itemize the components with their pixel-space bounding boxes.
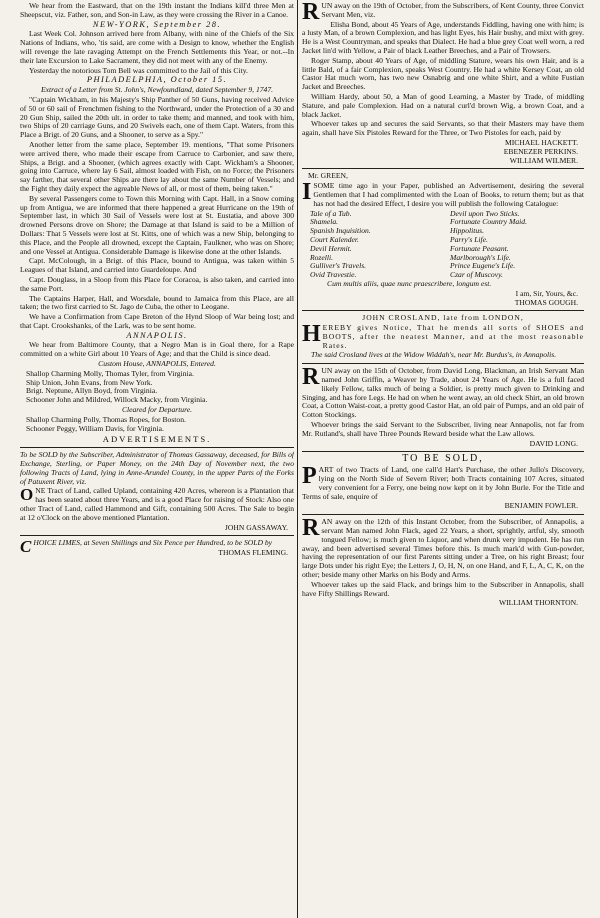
drop-cap: O: [20, 485, 34, 505]
news-paragraph: We hear from the Eastward, that on the 19th instant the Indians kill'd three Men at Sheepscut, viz. Father, son, and Son-in Law, as they were crossing the River in a Canoe.: [20, 2, 294, 19]
dateline-annapolis: ANNAPOLIS.: [126, 330, 188, 340]
ad-gassaway-intro: To be SOLD by the Subscriber, Administrator of Thomas Gassaway, deceased, for Bills of Exchange, Sterling, or Paper Money, on the 24th Day of November next, the two following Tracts of Land, lying in Anne-Arundel County, in the upper Parts of the Forks of Patuxent River, viz.: [20, 450, 294, 486]
letter-salutation: Mr. GREEN,: [308, 171, 348, 181]
ad-crosland: [302, 321, 584, 350]
catalog-item: Fortunate Peasant.: [450, 243, 509, 253]
signature: JOHN GASSAWAY.: [224, 522, 288, 532]
signature: WILLIAM WILMER.: [509, 155, 578, 165]
catalog-item: Devil upon Two Sticks.: [450, 208, 520, 218]
ad-paragraph: Whoever brings the said Servant to the Subscriber, living near Annapolis, not far from Mr. Rutland's, shall have Three Pounds Reward beside what the Law allows.: [302, 420, 584, 438]
news-paragraph: Another letter from the same place, September 19. mentions, "That some Prisoners were arrived there, who made their escape from Carruce to Carbonier, and saw there, Ships, a Brigt. and a Shooner, (which agrees exactly with Capt. Wickham's a Shooner, going into Carruce, where lay 6 Sail, almost loaded with Fish, on no Force; the Prisoners say farther, that several other Ships are there lay about the same Number of Vessels; and the Fight they daily expect the agreable News of all, or most of them, being taken.": [20, 139, 294, 193]
news-paragraph: Capt. McColough, in a Brigt. of this Place, bound to Antigua, was taken within 5 Leagues of that Island, and carried into Guardeloupe. And: [20, 256, 294, 275]
extract-heading: Extract of a Letter from St. John's, Newfoundland, dated September 9, 1747.: [40, 85, 274, 95]
signature: BENJAMIN FOWLER.: [504, 501, 578, 511]
dateline-philadelphia: PHILADELPHIA, October 15.: [86, 75, 228, 85]
news-paragraph: "Captain Wickham, in his Majesty's Ship Panther of 50 Guns, having received Advice of 50 or 60 sail of Frenchmen fishing to the Northward, under the Protection of a 30 and 20 Gun Ship, sailed the 20th ult. in order to take them; and manned, and took with him, two Ships of 20 carriage Guns, and 20 Swivels each, one of them Capt. Waters, from this Place a Brigt. of 20 Guns, and a Shooner, to serve as a Spy.": [20, 94, 294, 140]
signature: THOMAS GOUGH.: [514, 297, 578, 307]
advertisements-heading: ADVERTISEMENTS.: [102, 434, 212, 445]
signature: WILLIAM THORNTON.: [498, 598, 578, 608]
letter-body: [302, 179, 584, 208]
ad-body: UN away on the 19th of October, from the Subscribers, of Kent County, three Convict Servant Men, viz.: [321, 2, 584, 19]
news-paragraph: Last Week Col. Johnson arrived here from Albany, with nine of the Chiefs of the Six Nations of Indians, who, 'tis said, are come with a Design to know, whether the English will revenge the late ravaging Attempt on the French Settlements this Year, or not.--In their late Excursion to Lake Sacrament, they did not meet with any of the Enemy.: [20, 29, 294, 65]
news-paragraph: The Captains Harper, Hall, and Worsdale, bound to Jamaica from this Place, are all taken; the two first carried to St. Jago de Cuba, the other to Leogane.: [20, 293, 294, 312]
news-paragraph: By several Passengers come to Town this Morning with Capt. Hall, in a Snow coming up from Antigua, we are informed that there happened a great Hurricane on the 19th of September last, in which 30 Sail of Vessels were lost at St. Eustatia, and above 300 drowned Persons drove on Shore; the Damage at that Island is said to be a Million of Dollars: That 5 Vessels were lost at St. Kitts, one of which was a new Ship, belonging to this Place, and the People all drowned, except the Captain, Faulkner, who was on Shore; and one Vessel at Antigua. Considerable Damage is likewise done at the other Islands.: [20, 193, 294, 256]
news-paragraph: Yesterday the notorious Tom Bell was committed to the Jail of this City.: [29, 65, 248, 75]
left-column: [20, 2, 294, 916]
cleared-heading: Cleared for Departure.: [121, 405, 193, 415]
ad-paragraph: Roger Stamp, about 40 Years of Age, of middling Stature, wears his own Hair, and is a little Bald, of a fair Complexion, speaks West Country. He had a white Kersey Coat, an old Castor Hat much worn, has two new Osnabrig and one white Shirt, and a white Fustian Jacket and Breeches.: [302, 55, 584, 92]
news-paragraph: Capt. Douglass, in a Sloop from this Place for Coracoa, is also taken, and carried into the same Port.: [20, 274, 294, 293]
catalog-item: Hippolitus.: [450, 226, 484, 236]
letter-regards: I am, Sir, Yours, &c.: [515, 288, 578, 298]
ad-sale: [302, 463, 584, 501]
catalog-item: Parry's Life.: [450, 234, 488, 244]
divider: [20, 535, 294, 536]
drop-cap: I: [302, 179, 312, 206]
catalog-item: Spanish Inquisition.: [310, 226, 371, 236]
catalog-item: Marlborough's Life.: [450, 252, 511, 262]
right-column: [302, 2, 584, 916]
ad-paragraph: Whoever takes up and secures the said Servants, so that their Masters may have them again, shall have Six Pistoles Reward for the Three, or Two Pistoles for each, paid by: [302, 119, 584, 138]
ad-runaway-flack: [302, 515, 584, 580]
ad-body: ART of two Tracts of Land, one call'd Hart's Purchase, the other Jullo's Discovery, lying on the North Side of Severn River; both Tracts containing 107 Acres, situated very convenient for a Ferry, one being now kept on it by John Burle. For the Title and Terms of sale, enquire of: [302, 465, 584, 501]
customs-entry: Ship Union, John Evans, from New York.: [26, 377, 153, 387]
ad-body: UN away on the 15th of October, from David Long, Blackman, an Irish Servant Man named John Griffin, a Weaver by Trade, about 24 Years of Age. He is a full faced likely Fellow, talks much of being a Soldier, is pretty much given to Drinking and Singing, and has fore Legs. He had on when he went away, an old check Shirt, an old brown Coat, a Cotton Waist-coat, a pretty good Castor Hat, an old pair of Pumps, and an old pair of Cotton Stockings.: [302, 366, 584, 420]
signature: THOMAS FLEMING.: [218, 548, 288, 558]
catalog-item: Rozelli.: [310, 252, 333, 262]
ad-paragraph: Elisha Bond, about 45 Years of Age, understands Fiddling, having one with him; is a lusty Man, of a brown Complexion, and has light Eyes, his Hair bushy, and mixt with grey. He is a West Countryman, and speaks that Dialect. He had a blue grey Coat well worn, a red Jacket lin'd with Yellow, a Pair of black Leather Breeches, and a Pair of Trowsers.: [302, 19, 584, 55]
drop-cap: R: [302, 515, 320, 542]
ad-body: NE Tract of Land, called Upland, containing 420 Acres, whereon is a Plantation that has been seated about three Years, and is a good Place for raising of Stock: Also one other Tract of Land, called Hammond and Gift, containing 500 Acres. The Sale to begin at 12 o'Clock on the above mentioned Plantation.: [20, 486, 294, 522]
ad-body: EREBY gives Notice, That he mends all sorts of SHOES and BOOTS, after the neatest Manner, and at the most reasonable Rates.: [322, 323, 584, 350]
signature: MICHAEL HACKETT.: [505, 137, 578, 147]
catalog-item: Prince Eugene's Life.: [450, 261, 516, 271]
ad-runaway-kent: [302, 2, 584, 25]
letter-closing: Cum multis aliis, quae nunc praescribere, longum est.: [327, 278, 492, 288]
divider: [302, 363, 584, 364]
divider: [302, 168, 584, 169]
ad-runaway-long: [302, 364, 584, 420]
ad-crosland-note: The said Crosland lives at the Widow Widdah's, near Mr. Burdus's, in Annapolis.: [311, 350, 557, 360]
drop-cap: P: [302, 463, 317, 490]
customs-entry: Shallop Charming Polly, Thomas Ropes, for Boston.: [26, 414, 186, 424]
catalog-right-column: [450, 210, 584, 280]
customs-entry: Schooner Peggy, William Davis, for Virginia.: [26, 423, 164, 433]
catalog-item: Tale of a Tub.: [310, 208, 352, 218]
catalog-item: Fortunate Country Maid.: [450, 217, 527, 227]
catalog-left-column: [310, 210, 444, 280]
ad-sale-heading: TO BE SOLD,: [402, 453, 484, 465]
ad-paragraph: Whoever takes up the said Flack, and brings him to the Subscriber in Annapolis, shall have Fifty Shillings Reward.: [302, 579, 584, 598]
customs-entry: Shallop Charming Molly, Thomas Tyler, from Virginia.: [26, 368, 194, 378]
ad-crosland-title: JOHN CROSLAND, late from LONDON,: [362, 313, 524, 323]
signature: EBENEZER PERKINS.: [503, 146, 578, 156]
ad-body: AN away on the 12th of this Instant October, from the Subscriber, of Annapolis, a servant Man named John Flack, aged 22 Years, a short, sprightly, artful, sly, smooth tongued Fellow; is much given to Liquor, and when drunk very impudent. He has run away, and been advertised several Times before this. Is much mark'd with Gun-powder, having the representation of our first Parents sitting under a Tree, on his right Breast; four large Dots under his right Eye; the Letters J, O, H, N, on one Hand, and F, L, A, C, K, on the other; beside many other Marks on his Body and Arms.: [302, 517, 584, 580]
drop-cap: R: [302, 364, 320, 391]
divider: [302, 310, 584, 311]
drop-cap: H: [302, 321, 321, 348]
catalog-item: Devil Hermit.: [310, 243, 352, 253]
news-paragraph: We hear from Baltimore County, that a Negro Man is in Goal there, for a Rape committed on a white Girl about 10 Years of Age; and that the Child is since dead.: [20, 340, 294, 359]
drop-cap: R: [302, 2, 320, 25]
signature: DAVID LONG.: [529, 438, 578, 448]
catalog-item: Gulliver's Travels.: [310, 261, 367, 271]
divider: [20, 447, 294, 448]
divider: [302, 451, 584, 452]
catalog-item: Shamela.: [310, 217, 339, 227]
divider: [302, 514, 584, 515]
column-divider: [297, 0, 298, 918]
ad-body: HOICE LIMES, at Seven Shillings and Six Pence per Hundred, to be SOLD by: [33, 538, 273, 548]
catalog-item: Court Kalender.: [310, 234, 359, 244]
book-catalog: [302, 210, 584, 280]
ad-gassaway: [20, 487, 294, 522]
customs-entry: Schooner John and Mildred, Willock Macky, from Virginia.: [26, 395, 208, 405]
customs-entry: Brigt. Neptune, Allyn Boyd, from Virginia.: [26, 386, 158, 396]
drop-cap: C: [20, 537, 32, 557]
catalog-item: Czar of Muscovy.: [450, 270, 503, 280]
dateline-new-york: NEW-YORK, September 28.: [92, 19, 222, 29]
news-paragraph: We have a Confirmation from Cape Breton of the Hynd Sloop of War being lost; and that Capt. Crookshanks, of the Lark, was to be sent home.: [20, 312, 294, 330]
customs-heading: Custom House, ANNAPOLIS, Entered.: [98, 359, 216, 369]
ad-paragraph: William Hardy, about 50, a Man of good Learning, a Master by Trade, of middling Stature, and pale Complexion. Had on a natural curl'd brown Wig, a brown Coat, and a black Jacket.: [302, 91, 584, 119]
catalog-item: Ovid Travestie.: [310, 270, 357, 280]
letter-text: SOME time ago in your Paper, published an Advertisement, desiring the several Gentlemen that I had complimented with the Loan of Books, to return them; but as that has not had the desired Effect, I desire you will publish the following Catalogue:: [313, 181, 584, 208]
